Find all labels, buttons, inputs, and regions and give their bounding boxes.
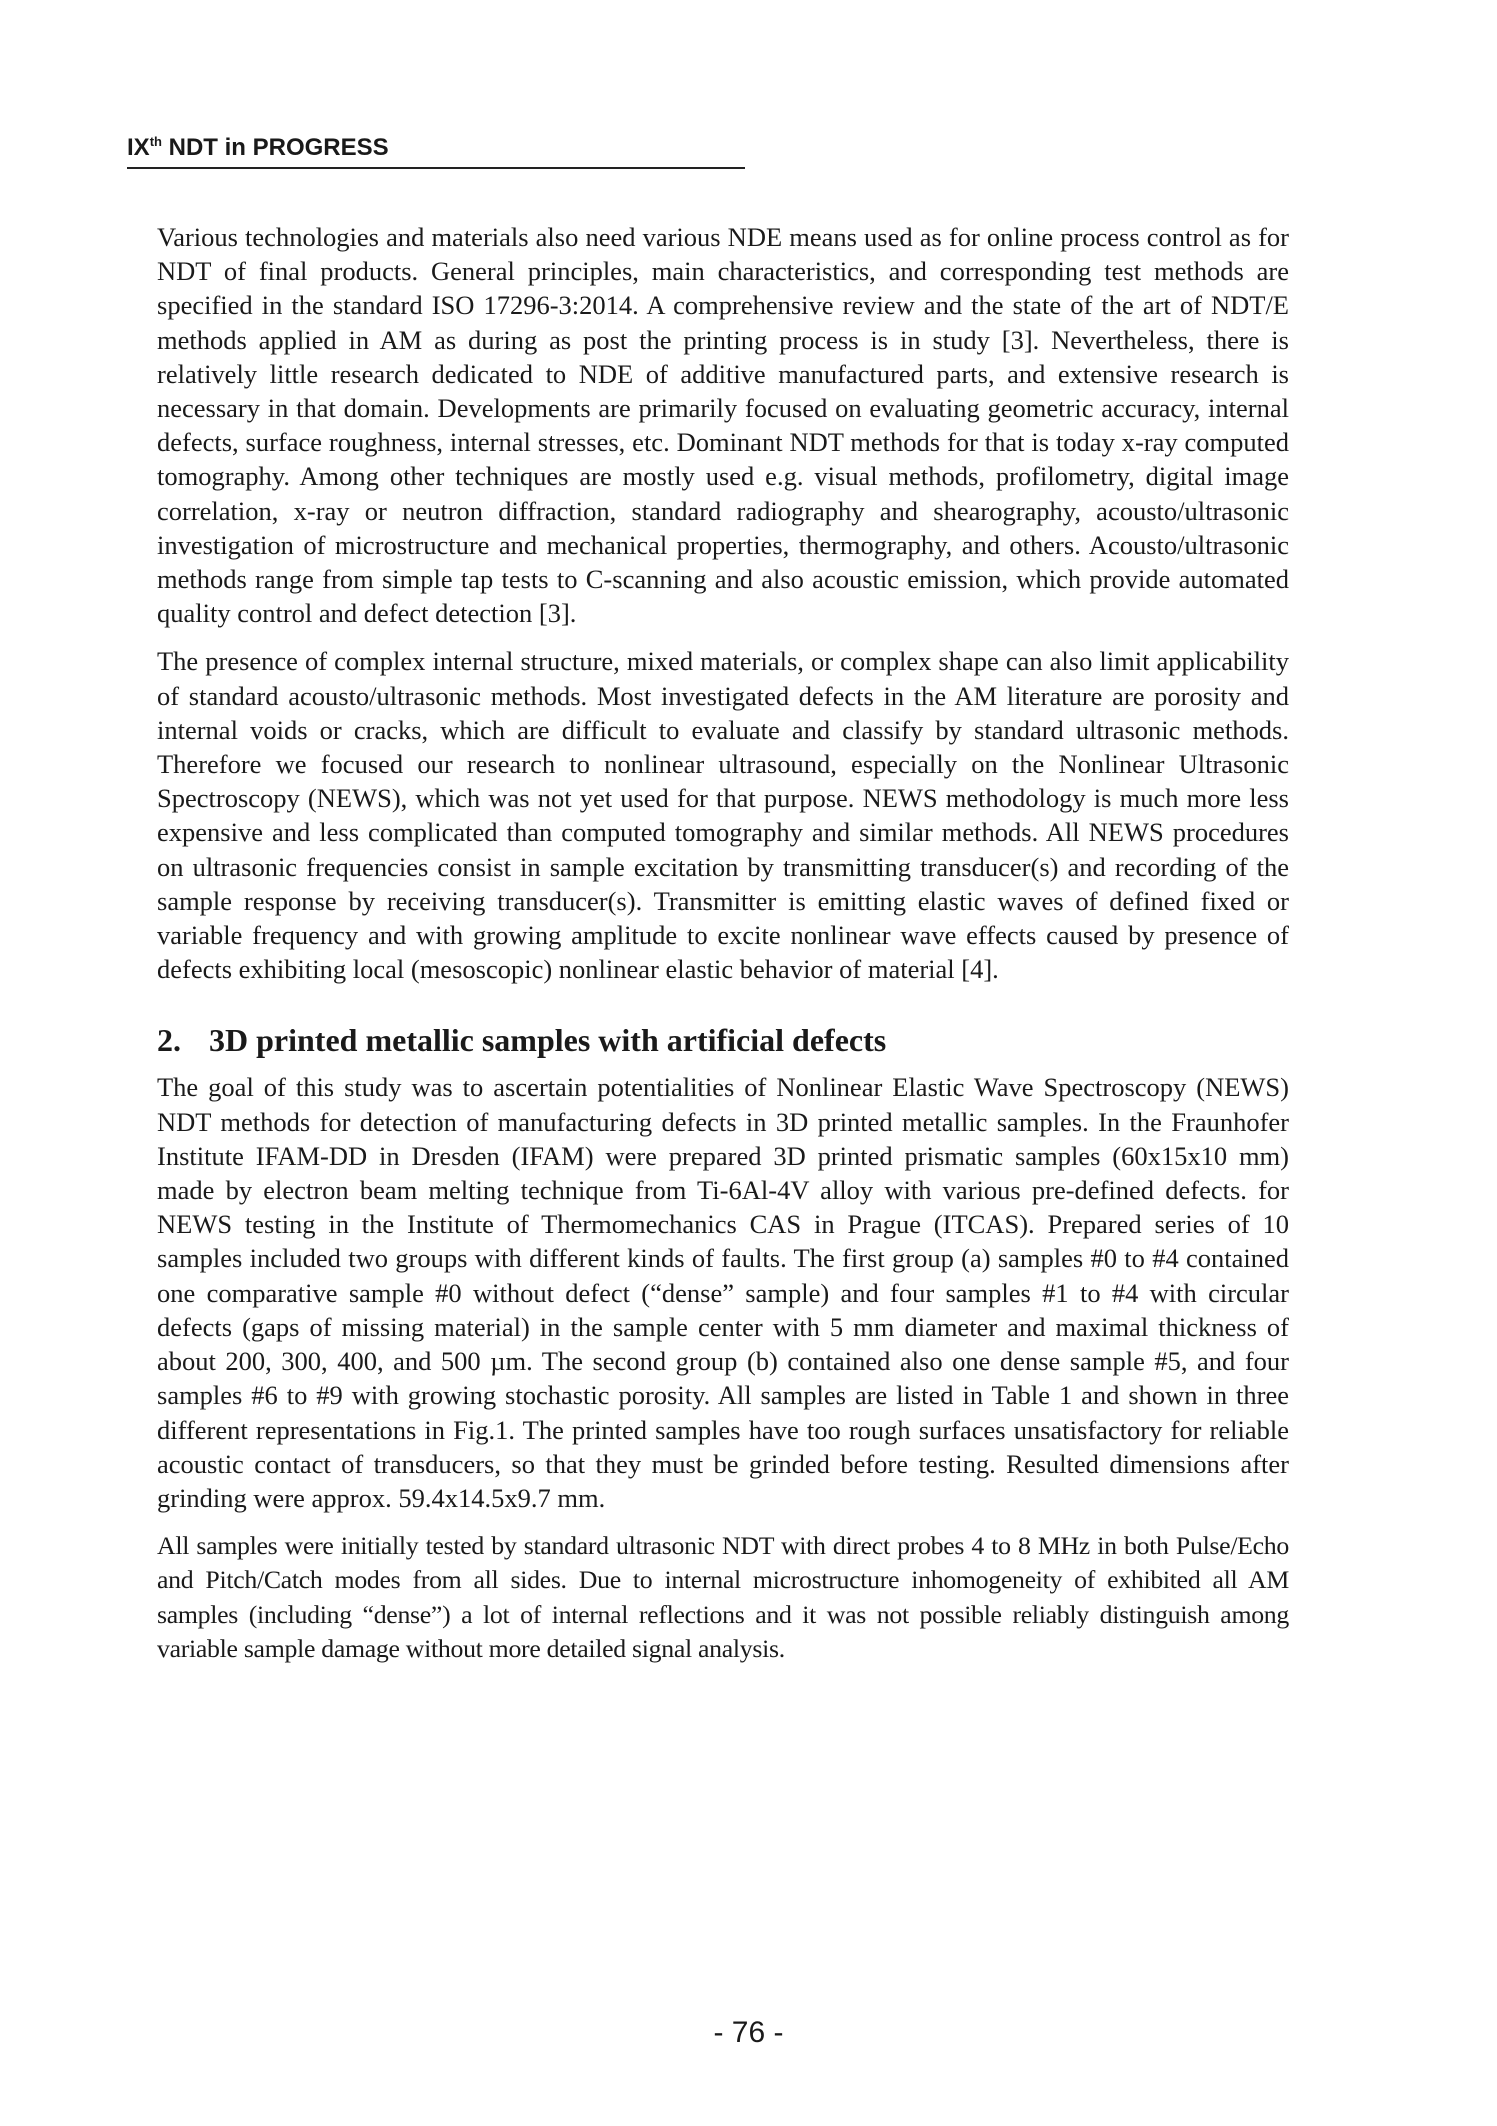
section-heading — [157, 1020, 1289, 1060]
page-number: - 76 - — [713, 2016, 784, 2049]
section-title: 3D printed metallic samples with artificial defects — [209, 1022, 887, 1059]
header-title: NDT in PROGRESS — [161, 134, 389, 161]
paragraph-ndt-methods: Various technologies and materials also need various NDE means used as for online process control as for NDT of final products. General principles, main characteristics, and corresponding test methods are specified in the standard ISO 17296-3:2014. A comprehensive review and the state of the art of NDT/E methods applied in AM as during as post the printing process is in study [3]. Nevertheless, there is relatively little research dedicated to NDE of additive manufactured parts, and extensive research is necessary in that domain. Developments are primarily focused on evaluating geometric accuracy, internal defects, surface roughness, internal stresses, etc. Dominant NDT methods for that is today x-ray computed tomography. Among other techniques are mostly used e.g. visual methods, profilometry, digital image correlation, x-ray or neutron diffraction, standard radiography and shearography, acousto/ultrasonic investigation of microstructure and mechanical properties, thermography, and others. Acousto/ultrasonic methods range from simple tap tests to C-scanning and also acoustic emission, which provide automated quality control and defect detection [3]. — [157, 222, 1289, 629]
paragraph-nonlinear-ultrasound: The presence of complex internal structure, mixed materials, or complex shape can also limit applicability of standard acousto/ultrasonic methods. Most investigated defects in the AM literature are porosity and internal voids or cracks, which are difficult to evaluate and classify by standard ultrasonic methods. Therefore we focused our research to nonlinear ultrasound, especially on the Nonlinear Ultrasonic Spectroscopy (NEWS), which was not yet used for that purpose. NEWS methodology is much more less expensive and less complicated than computed tomography and similar methods. All NEWS procedures on ultrasonic frequencies consist in sample excitation by transmitting transducer(s) and recording of the sample response by receiving transducer(s). Transmitter is emitting elastic waves of defined fixed or variable frequency and with growing amplitude to excite nonlinear wave effects caused by presence of defects exhibiting local (mesoscopic) nonlinear elastic behavior of material [4]. — [157, 646, 1289, 985]
header-superscript: th — [149, 134, 162, 149]
header-roman: IX — [127, 134, 150, 161]
running-header — [127, 133, 745, 169]
body-content — [157, 220, 1289, 1680]
section-number: 2. — [157, 1022, 181, 1059]
paragraph-initial-testing: All samples were initially tested by standard ultrasonic NDT with direct probes 4 to 8 MHz in both Pulse/Echo and Pitch/Catch modes from all sides. Due to internal microstructure inhomogeneity of exhibited all AM samples (including “dense”) a lot of internal reflections and it was not possible reliably distinguish among variable sample damage without more detailed signal analysis. — [157, 1531, 1289, 1663]
paragraph-study-goal: The goal of this study was to ascertain potentialities of Nonlinear Elastic Wave Spectroscopy (NEWS) NDT methods for detection of manufacturing defects in 3D printed metallic samples. In the Fraunhofer Institute IFAM-DD in Dresden (IFAM) were prepared 3D printed prismatic samples (60x15x10 mm) made by electron beam melting technique from Ti-6Al-4V alloy with various pre-defined defects. for NEWS testing in the Institute of Thermomechanics CAS in Prague (ITCAS). Prepared series of 10 samples included two groups with different kinds of faults. The first group (a) samples #0 to #4 contained one comparative sample #0 without defect (“dense” sample) and four samples #1 to #4 with circular defects (gaps of missing material) in the sample center with 5 mm diameter and maximal thickness of about 200, 300, 400, and 500 µm. The second group (b) contained also one dense sample #5, and four samples #6 to #9 with growing stochastic porosity. All samples are listed in Table 1 and shown in three different representations in Fig.1. The printed samples have too rough surfaces unsatisfactory for reliable acoustic contact of transducers, so that they must be grinded before testing. Resulted dimensions after grinding were approx. 59.4x14.5x9.7 mm. — [157, 1072, 1289, 1513]
